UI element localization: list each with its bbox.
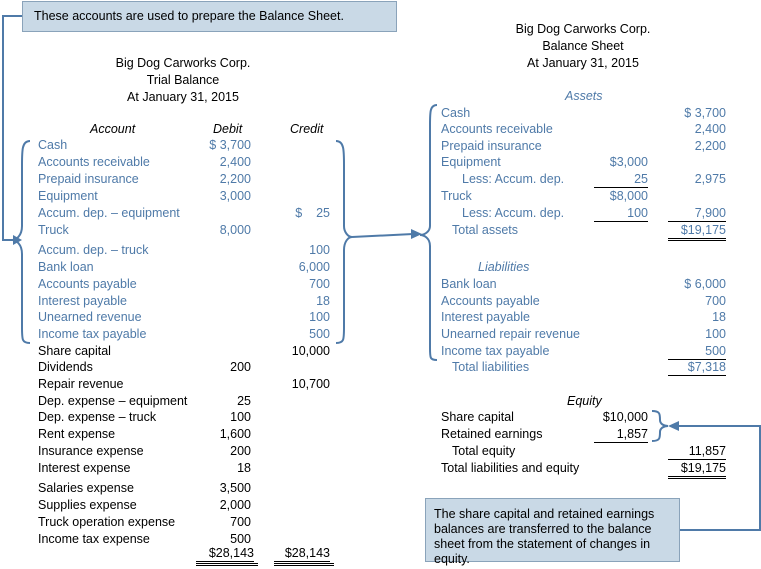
tb-row-credit: 6,000 <box>298 260 330 274</box>
bs-asset-label: Equipment <box>441 155 501 169</box>
tb-row-account: Cash <box>38 138 68 152</box>
tb-row-account: Supplies expense <box>38 498 137 512</box>
bs-asset-subamount: $3,000 <box>609 155 648 169</box>
bs-liability-label: Interest payable <box>441 310 530 324</box>
bs-liabilities-heading: Liabilities <box>478 260 530 274</box>
bs-asset-subamount: 25 <box>594 171 648 188</box>
tb-row-account: Income tax expense <box>38 532 150 546</box>
bs-total-equity-label: Total equity <box>452 444 516 458</box>
tb-row-debit: 700 <box>230 515 251 529</box>
tb-row-debit: 18 <box>237 461 251 475</box>
tb-row-debit: 2,200 <box>219 172 251 186</box>
tb-row-credit: 10,700 <box>291 377 330 391</box>
tb-row-account: Accum. dep. – truck <box>38 243 149 257</box>
bs-asset-label: Less: Accum. dep. <box>462 206 565 220</box>
tb-row-credit: $ 25 <box>295 206 330 220</box>
bs-asset-label: Truck <box>441 189 472 203</box>
bs-total-le-value: $19,175 <box>668 460 726 479</box>
bs-asset-amount: 7,900 <box>668 205 726 222</box>
bs-asset-label: Cash <box>441 106 471 120</box>
tb-title: Trial Balance <box>146 73 220 87</box>
bs-liability-label: Unearned repair revenue <box>441 327 580 341</box>
bs-asset-label: Total assets <box>452 223 519 237</box>
tb-col-credit: Credit <box>290 122 324 136</box>
bs-date: At January 31, 2015 <box>527 56 639 70</box>
equity-arrowhead-icon <box>668 421 679 431</box>
bs-title: Balance Sheet <box>542 39 624 53</box>
tb-row-credit: 700 <box>309 277 330 291</box>
tb-row-debit: 200 <box>230 444 251 458</box>
tb-row-debit: $ 3,700 <box>209 138 251 152</box>
tb-row-account: Accounts receivable <box>38 155 150 169</box>
tb-company: Big Dog Carworks Corp. <box>115 56 251 70</box>
tb-row-debit: 25 <box>237 394 251 408</box>
tb-row-debit: 8,000 <box>219 223 251 237</box>
tb-row-account: Accum. dep. – equipment <box>38 206 180 220</box>
tb-row-account: Equipment <box>38 189 98 203</box>
bs-equity-heading: Equity <box>567 394 602 408</box>
tb-row-account: Accounts payable <box>38 277 137 291</box>
tb-row-credit: 500 <box>309 327 330 341</box>
top-callout-text: These accounts are used to prepare the Balance Sheet. <box>34 9 344 23</box>
tb-col-debit: Debit <box>213 122 243 136</box>
bs-asset-subamount: $8,000 <box>609 189 648 203</box>
bs-liability-amount: 100 <box>705 327 726 341</box>
bs-liability-amount: $ 6,000 <box>684 277 726 291</box>
bs-total-equity-value: 11,857 <box>668 443 726 460</box>
bs-asset-amount: 2,975 <box>694 172 726 186</box>
bs-liability-label: Total liabilities <box>452 360 530 374</box>
bs-assets-heading: Assets <box>565 89 603 103</box>
tb-right-brace <box>336 141 352 343</box>
tb-row-account: Prepaid insurance <box>38 172 139 186</box>
tb-row-credit: 100 <box>309 243 330 257</box>
bottom-connector <box>678 426 760 530</box>
tb-row-debit: 500 <box>230 532 251 546</box>
tb-total-debit: $28,143 <box>196 545 254 562</box>
tb-row-account: Unearned revenue <box>38 310 142 324</box>
tb-row-debit: 1,600 <box>219 427 251 441</box>
tb-row-account: Share capital <box>38 344 111 358</box>
bs-asset-amount: $19,175 <box>668 222 726 241</box>
tb-row-credit: 100 <box>309 310 330 324</box>
tb-row-credit: 18 <box>316 294 330 308</box>
bs-asset-label: Prepaid insurance <box>441 139 542 153</box>
tb-col-account: Account <box>90 122 136 136</box>
bottom-callout-text: The share capital and retained earnings balances are transferred to the balance sheet from the statement of changes in equity. <box>434 507 655 566</box>
tb-row-debit: 2,400 <box>219 155 251 169</box>
tb-to-bs-connector <box>352 234 413 237</box>
bs-liability-label: Accounts payable <box>441 294 540 308</box>
tb-row-account: Repair revenue <box>38 377 124 391</box>
tb-row-account: Interest expense <box>38 461 131 475</box>
tb-date: At January 31, 2015 <box>127 90 239 104</box>
bs-share-capital-value: $10,000 <box>602 410 648 424</box>
tb-row-account: Dep. expense – truck <box>38 410 157 424</box>
bs-asset-amount: $ 3,700 <box>684 106 726 120</box>
bs-left-brace <box>420 105 437 360</box>
tb-row-debit: 3,000 <box>219 189 251 203</box>
tb-row-account: Rent expense <box>38 427 116 441</box>
tb-row-account: Interest payable <box>38 294 127 308</box>
tb-row-account: Insurance expense <box>38 444 144 458</box>
tb-row-account: Dividends <box>38 360 93 374</box>
bs-total-le-label: Total liabilities and equity <box>441 461 580 475</box>
tb-row-debit: 2,000 <box>219 498 251 512</box>
tb-row-account: Salaries expense <box>38 481 134 495</box>
tb-row-account: Truck operation expense <box>38 515 176 529</box>
tb-row-debit: 200 <box>230 360 251 374</box>
top-connector <box>3 16 22 240</box>
bs-liability-label: Income tax payable <box>441 344 550 358</box>
bs-arrowhead-icon <box>411 229 422 239</box>
tb-row-account: Truck <box>38 223 69 237</box>
tb-row-account: Income tax payable <box>38 327 147 341</box>
bs-liability-amount: 500 <box>668 343 726 360</box>
bs-asset-amount: 2,200 <box>694 139 726 153</box>
bs-liability-amount: 700 <box>705 294 726 308</box>
tb-total-credit: $28,143 <box>274 545 330 562</box>
tb-row-account: Bank loan <box>38 260 94 274</box>
bs-asset-amount: 2,400 <box>694 122 726 136</box>
bs-asset-subamount: 100 <box>594 205 648 222</box>
bs-retained-value: 1,857 <box>594 426 648 443</box>
tb-row-debit: 3,500 <box>219 481 251 495</box>
tb-row-debit: 100 <box>230 410 251 424</box>
bs-company: Big Dog Carworks Corp. <box>515 22 651 36</box>
bs-retained-label: Retained earnings <box>441 427 543 441</box>
bs-liability-amount: $7,318 <box>668 359 726 376</box>
bs-asset-label: Accounts receivable <box>441 122 553 136</box>
bs-asset-label: Less: Accum. dep. <box>462 172 565 186</box>
tb-row-credit: 10,000 <box>291 344 330 358</box>
equity-brace <box>652 411 668 441</box>
tb-row-account: Dep. expense – equipment <box>38 394 188 408</box>
bs-share-capital-label: Share capital <box>441 410 514 424</box>
bs-liability-label: Bank loan <box>441 277 497 291</box>
bs-liability-amount: 18 <box>712 310 726 324</box>
